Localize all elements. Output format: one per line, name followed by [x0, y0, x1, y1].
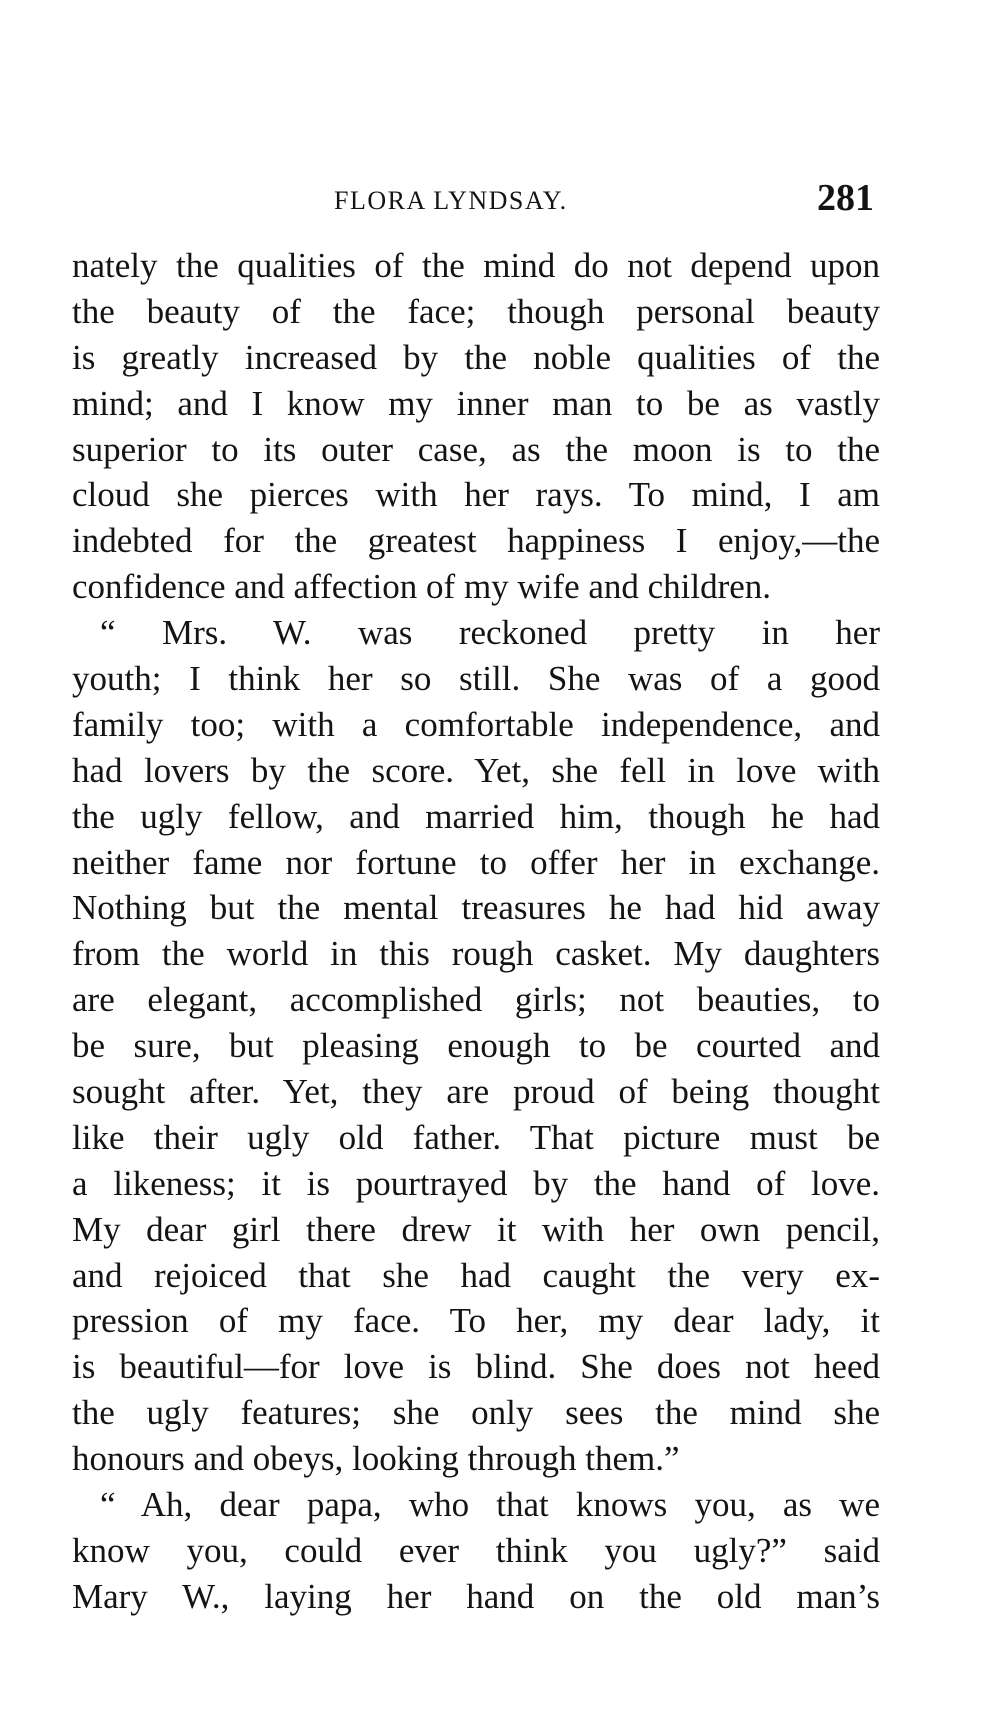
text-line: is beautiful—for love is blind. She does not heed	[72, 1347, 880, 1387]
text-line: is greatly increased by the noble qualities of the	[72, 337, 880, 377]
text-line: cloud she pierces with her rays. To mind, I am	[72, 475, 880, 515]
text-line: superior to its outer case, as the moon is to the	[72, 429, 880, 469]
text-line: the beauty of the face; though personal beauty	[72, 291, 880, 331]
text-line: nately the qualities of the mind do not depend upon	[72, 246, 880, 285]
text-line: youth; I think her so still. She was of a good	[72, 659, 880, 699]
text-line: be sure, but pleasing enough to be courted and	[72, 1026, 880, 1066]
text-line: are elegant, accomplished girls; not beauties, to	[72, 980, 880, 1020]
text-line: a likeness; it is pourtrayed by the hand of love.	[72, 1163, 880, 1203]
text-line: neither fame nor fortune to offer her in exchange.	[72, 842, 880, 882]
text-line: like their ugly old father. That picture must be	[72, 1117, 880, 1157]
text-line: “ Mrs. W. was reckoned pretty in her	[100, 613, 880, 653]
text-line: the ugly features; she only sees the mind she	[72, 1393, 880, 1433]
text-line: the ugly fellow, and married him, though he had	[72, 796, 880, 836]
text-line: family too; with a comfortable independence, and	[72, 704, 880, 744]
text-line: Mary W., laying her hand on the old man’s	[72, 1576, 880, 1616]
text-line: pression of my face. To her, my dear lady, it	[72, 1301, 880, 1341]
running-head	[72, 176, 874, 226]
text-line: indebted for the greatest happiness I enjoy,—the	[72, 521, 880, 561]
text-line: Nothing but the mental treasures he had hid away	[72, 888, 880, 928]
page-number: 281	[817, 177, 874, 219]
text-line: and rejoiced that she had caught the very ex-	[72, 1255, 880, 1295]
text-line: confidence and affection of my wife and children.	[72, 567, 772, 607]
body-text	[72, 243, 880, 1620]
text-line: sought after. Yet, they are proud of being thought	[72, 1072, 880, 1112]
text-line: My dear girl there drew it with her own pencil,	[72, 1209, 880, 1249]
running-title: FLORA LYNDSAY.	[334, 186, 568, 215]
text-line: know you, could ever think you ugly?” said	[72, 1530, 880, 1570]
text-line: honours and obeys, looking through them.”	[72, 1439, 680, 1479]
text-line: had lovers by the score. Yet, she fell in love with	[72, 750, 880, 790]
text-line: mind; and I know my inner man to be as vastly	[72, 383, 880, 423]
text-line: from the world in this rough casket. My daughters	[72, 934, 880, 974]
text-line: “ Ah, dear papa, who that knows you, as we	[100, 1485, 880, 1525]
